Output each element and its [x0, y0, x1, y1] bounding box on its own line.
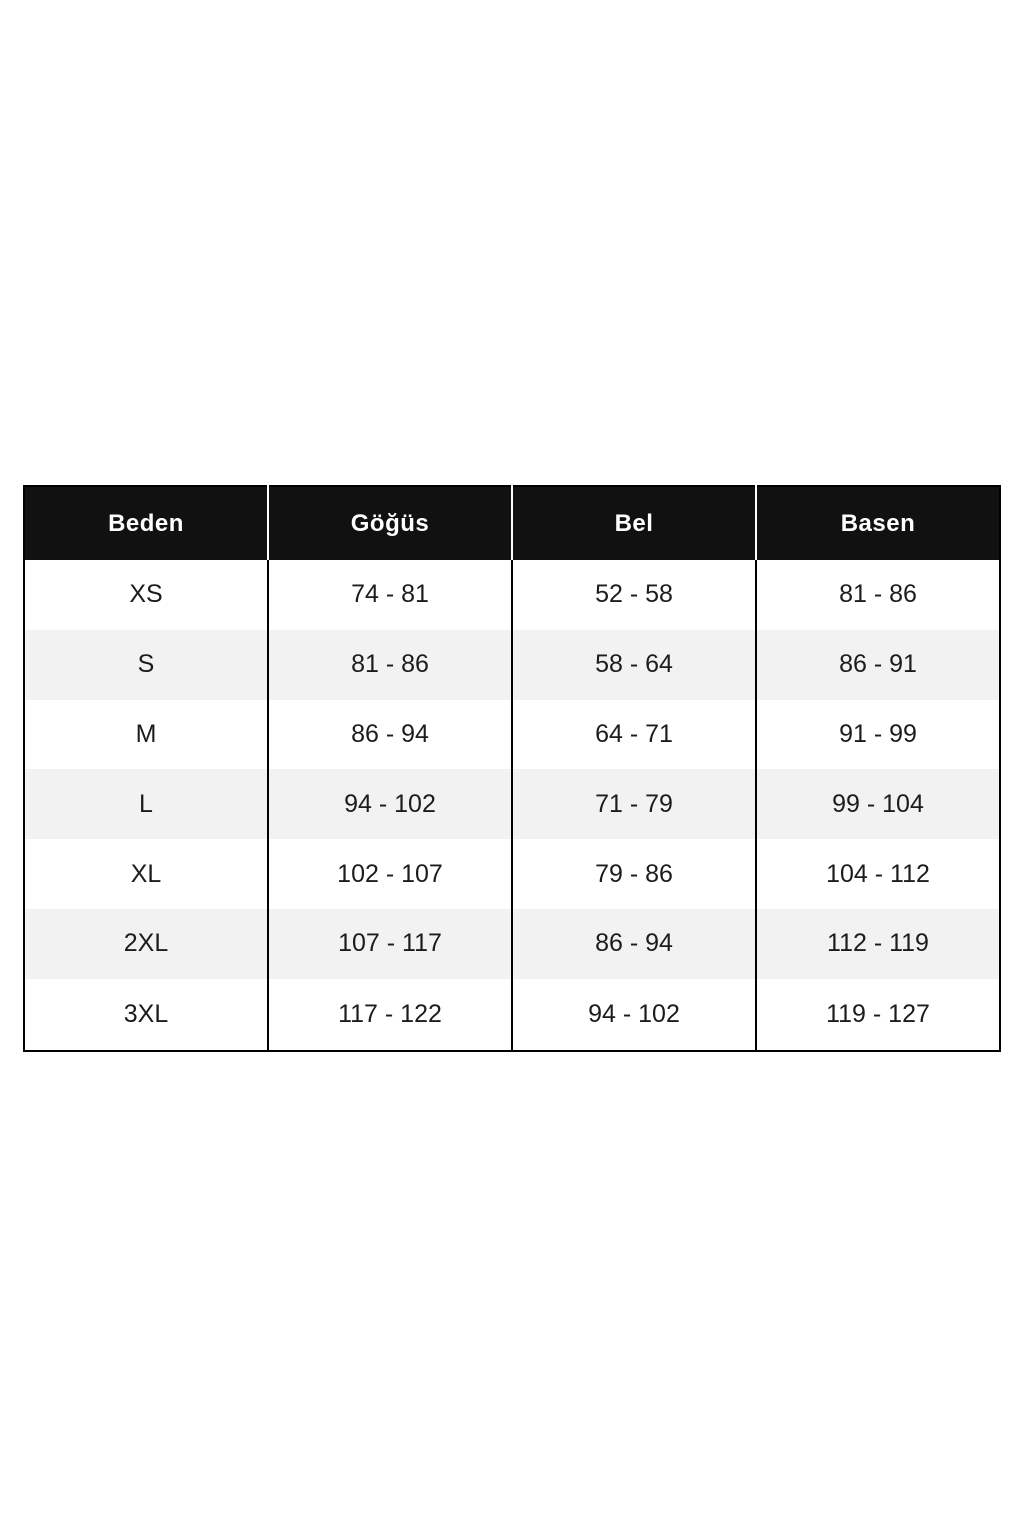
cell-hip: 86 - 91 — [756, 630, 1000, 700]
cell-hip: 104 - 112 — [756, 839, 1000, 909]
cell-size: XS — [129, 580, 163, 609]
cell-waist: 94 - 102 — [512, 979, 756, 1051]
cell-waist: 58 - 64 — [512, 630, 756, 700]
cell-hip: 81 - 86 — [756, 560, 1000, 630]
cell-size: XL — [130, 859, 162, 888]
cell-size: 2XL — [123, 929, 169, 958]
table-row-3xl — [24, 979, 1000, 1051]
cell-chest: 74 - 81 — [268, 560, 512, 630]
column-header-size: Beden — [24, 486, 268, 560]
size-chart-table — [23, 485, 1001, 1052]
cell-size: M — [135, 720, 157, 749]
cell-chest: 81 - 86 — [268, 630, 512, 700]
cell-chest: 94 - 102 — [268, 769, 512, 839]
table-row-2xl — [24, 909, 1000, 979]
column-header-chest: Göğüs — [268, 486, 512, 560]
size-chart-container — [23, 485, 1001, 1052]
cell-chest: 86 - 94 — [268, 700, 512, 770]
cell-hip: 91 - 99 — [756, 700, 1000, 770]
size-chart-header — [24, 486, 1000, 560]
cell-size: S — [137, 650, 155, 679]
column-header-waist: Bel — [512, 486, 756, 560]
cell-chest: 102 - 107 — [268, 839, 512, 909]
size-chart-body — [24, 560, 1000, 1051]
cell-waist: 86 - 94 — [512, 909, 756, 979]
table-row-m — [24, 700, 1000, 770]
cell-waist: 64 - 71 — [512, 700, 756, 770]
cell-hip: 99 - 104 — [756, 769, 1000, 839]
column-header-hip: Basen — [756, 486, 1000, 560]
cell-chest: 117 - 122 — [268, 979, 512, 1051]
cell-hip: 112 - 119 — [756, 909, 1000, 979]
cell-chest: 107 - 117 — [268, 909, 512, 979]
cell-size: L — [139, 789, 153, 818]
table-row-xs — [24, 560, 1000, 630]
cell-waist: 71 - 79 — [512, 769, 756, 839]
table-row-s — [24, 630, 1000, 700]
cell-waist: 52 - 58 — [512, 560, 756, 630]
cell-waist: 79 - 86 — [512, 839, 756, 909]
cell-hip: 119 - 127 — [756, 979, 1000, 1051]
table-row-l — [24, 769, 1000, 839]
header-row — [24, 486, 1000, 560]
cell-size: 3XL — [123, 999, 169, 1028]
table-row-xl — [24, 839, 1000, 909]
